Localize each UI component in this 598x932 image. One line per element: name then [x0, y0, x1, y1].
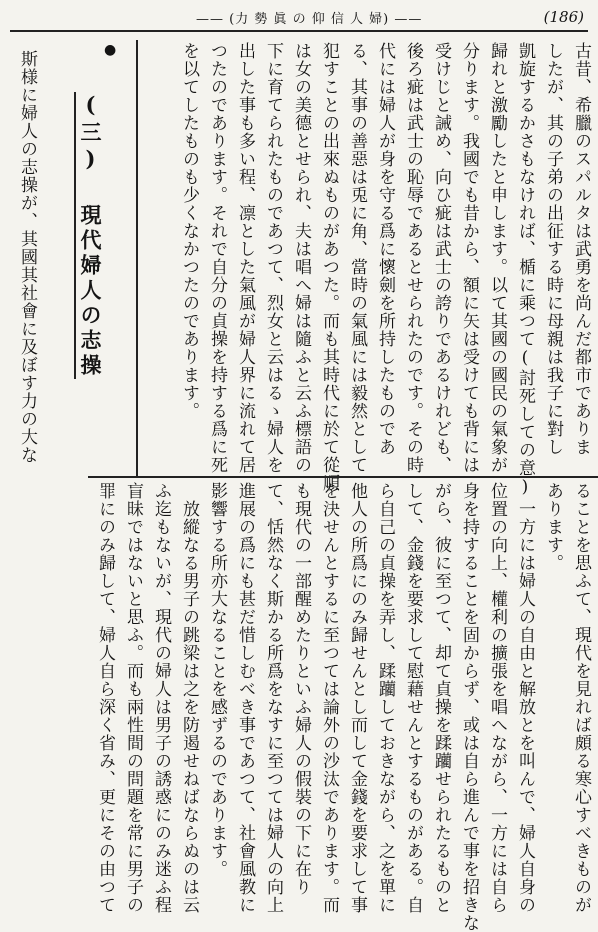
text-column: 分ります。我國でも昔から、額に矢は受けても背には	[459, 42, 479, 474]
text-column: 進展の爲にも甚だ惜しむべき事であつて、社會風教に	[235, 482, 255, 914]
text-column: 古昔、希臘のスパルタは武勇を尚んだ都市でありま	[571, 42, 591, 456]
text-column: 凱旋するかさもなければ、楯に乘つて(討死しての意)	[515, 42, 535, 498]
text-column: あります。	[543, 482, 563, 572]
text-column: して、金錢を要求して慰藉せんとするものがある。自	[403, 482, 423, 914]
text-column: 他人の所爲にのみ歸せんとし而して金錢を要求して事	[347, 482, 367, 914]
text-column: 出した事も多い程、凛とした氣風が婦人界に流れて居	[235, 42, 255, 474]
text-column: ふ迄もないが、現代の婦人は男子の誘惑にのみ迷ふ程	[151, 482, 171, 914]
text-column: 下に育てられたものであつて、烈女と云はるゝ婦人を	[263, 42, 283, 474]
text-column: を以てしたものも少くなかつたのであります。	[179, 42, 199, 420]
text-column: 罪にのみ歸して、婦人自ら深く省み、更にその由つて	[95, 482, 115, 914]
text-column: も現代の一部醒めたりといふ婦人の假裝の下に在り	[291, 482, 311, 896]
text-column: 身を持することを固からず、或は自ら進んで事を招きな	[459, 482, 479, 932]
text-column: 位置の向上、權利の擴張を唱へながら、一方には自ら	[487, 482, 507, 914]
text-column: 犯すことの出來ぬものがあつた。而も其時代に於て從順	[319, 42, 339, 492]
text-column: 後ろ疵は武士の恥辱であるとせられたのです。その時	[403, 42, 423, 474]
text-column: つたのであります。それで自分の貞操を持する爲に死	[207, 42, 227, 474]
text-column: る、其事の善惡は兎に角、當時の氣風には毅然として	[347, 42, 367, 474]
section-heading: (三) 現代婦人の志操	[74, 92, 103, 379]
section-block	[10, 42, 130, 474]
text-column: 歸れと激勵したと申します。以て其國の國民の氣象が	[487, 42, 507, 474]
text-column: 影響する所亦大なることを感ずるのであります。	[207, 482, 227, 878]
text-column: は女の美德とせられ、夫は唱へ婦は隨ふと云ふ標語の	[291, 42, 311, 474]
upper-text-block	[128, 42, 598, 498]
text-column: 受けじと誡め、向ひ疵は武士の誇りであるけれども、	[431, 42, 451, 474]
text-column: ら自己の貞操を弄し、蹂躪しておきながら、之を單に	[375, 482, 395, 914]
lower-text-block	[88, 476, 598, 932]
text-column: ることを思ふて、現代を見れば頗る寒心すべきものが	[571, 482, 591, 914]
text-column: 放縱なる男子の跳梁は之を防遏せねばならぬのは云	[179, 500, 199, 914]
text-column: がら、彼に至つて、却て貞操を蹂躪せられたるものと	[431, 482, 451, 914]
text-column: て、恬然なく斯かる所爲をなすに至つては婦人の向上	[263, 482, 283, 914]
section-intro: 斯様に婦人の志操が、其國其社會に及ぼす力の大な	[17, 50, 37, 464]
text-column: を決せんとするに至つては論外の沙汰であります。而	[319, 482, 339, 914]
running-header: —— (力 勢 眞 の 仰 信 人 婦) ——	[196, 12, 423, 27]
text-column: 盲昧ではないと思ふ。而も兩性間の問題を常に男子の	[123, 482, 143, 914]
text-column: 一方には婦人の自由と解放とを叫んで、婦人自身の	[515, 500, 535, 914]
page-number: (186)	[543, 8, 584, 26]
header-rule	[10, 30, 588, 32]
text-column: 代には婦人が身を守る爲に懷劍を所持したものであ	[375, 42, 395, 456]
chapter-marker: ●	[104, 42, 117, 58]
text-column: したが、其の子弟の出征する時に母親は我子に對し	[543, 42, 563, 456]
column-divider	[136, 40, 138, 476]
